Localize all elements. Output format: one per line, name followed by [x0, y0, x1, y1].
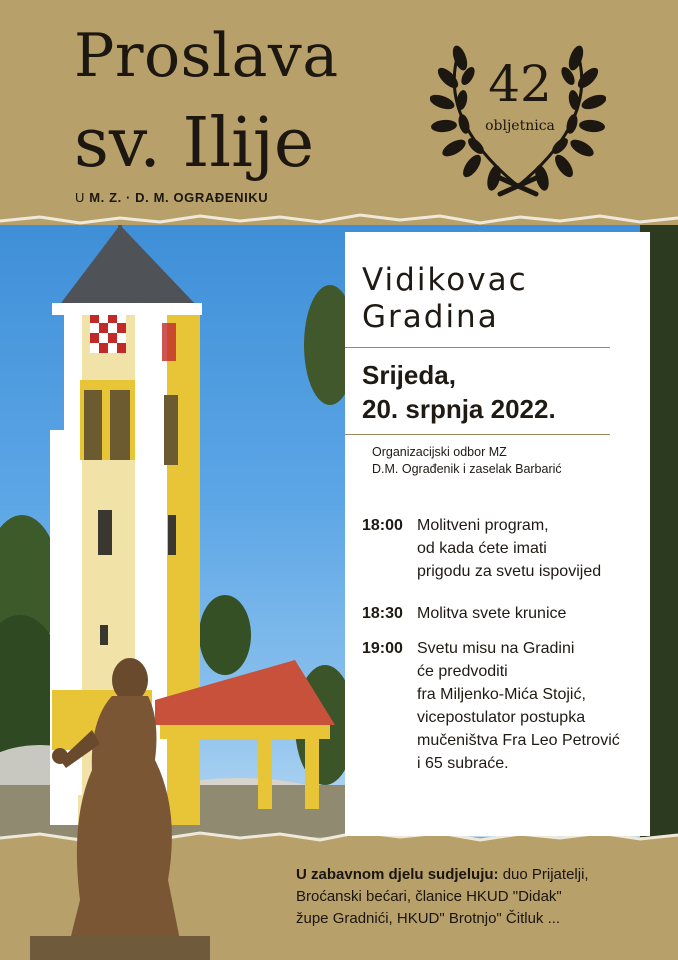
venue-line-2: Gradina [362, 299, 499, 335]
anniversary-number: 42 [488, 55, 552, 113]
subtitle-prefix: U [75, 190, 85, 205]
organizer [372, 444, 562, 478]
subtitle-location: M. Z. · D. M. OGRAĐENIKU [89, 190, 269, 205]
schedule-line: mučeništva Fra Leo Petrović [417, 732, 620, 749]
schedule-description [417, 637, 620, 775]
schedule-time: 18:30 [362, 605, 403, 622]
anniversary-label: obljetnica [485, 118, 555, 134]
schedule-line: će predvoditi [417, 663, 508, 680]
schedule-line: i 65 subraće. [417, 755, 509, 772]
schedule-line: fra Miljenko-Mića Stojić, [417, 686, 586, 703]
date-line-1: Srijeda, [362, 360, 456, 390]
organizer-line-1: Organizacijski odbor MZ [372, 445, 507, 459]
performers-line-1 [296, 864, 666, 886]
title-line-1: Proslava [74, 21, 339, 91]
saint-statue-image [30, 640, 210, 960]
date-line-2: 20. srpnja 2022. [362, 394, 556, 424]
venue-line-1: Vidikovac [362, 262, 528, 298]
performers-text [296, 864, 666, 930]
divider [345, 434, 610, 435]
schedule-line: prigodu za svetu ispovijed [417, 563, 602, 580]
performers-line-2: Broćanski bećari, članice HKUD "Didak" [296, 888, 562, 905]
performers-line-3: župe Gradnići, HKUD" Brotnjo" Čitluk ... [296, 910, 561, 927]
performers-lead: U zabavnom djelu sudjeluju: [296, 866, 499, 883]
schedule-line: Molitva svete krunice [417, 605, 567, 622]
schedule-description [417, 514, 601, 583]
schedule-description [417, 602, 566, 625]
schedule-line: Svetu misu na Gradini [417, 640, 575, 657]
divider [345, 347, 610, 348]
subtitle [75, 190, 268, 205]
schedule-line: od kada ćete imati [417, 540, 547, 557]
torn-edge-top [0, 210, 678, 232]
organizer-line-2: D.M. Ograđenik i zaselak Barbarić [372, 462, 562, 476]
schedule-line: vicepostulator postupka [417, 709, 586, 726]
title-line-2: sv. Ilije [74, 104, 315, 183]
schedule-time: 19:00 [362, 640, 403, 657]
event-date [362, 358, 556, 426]
venue-name [362, 262, 528, 336]
performers-rest: duo Prijatelji, [498, 866, 589, 883]
schedule-line: Molitveni program, [417, 517, 549, 534]
schedule-time: 18:00 [362, 517, 403, 534]
